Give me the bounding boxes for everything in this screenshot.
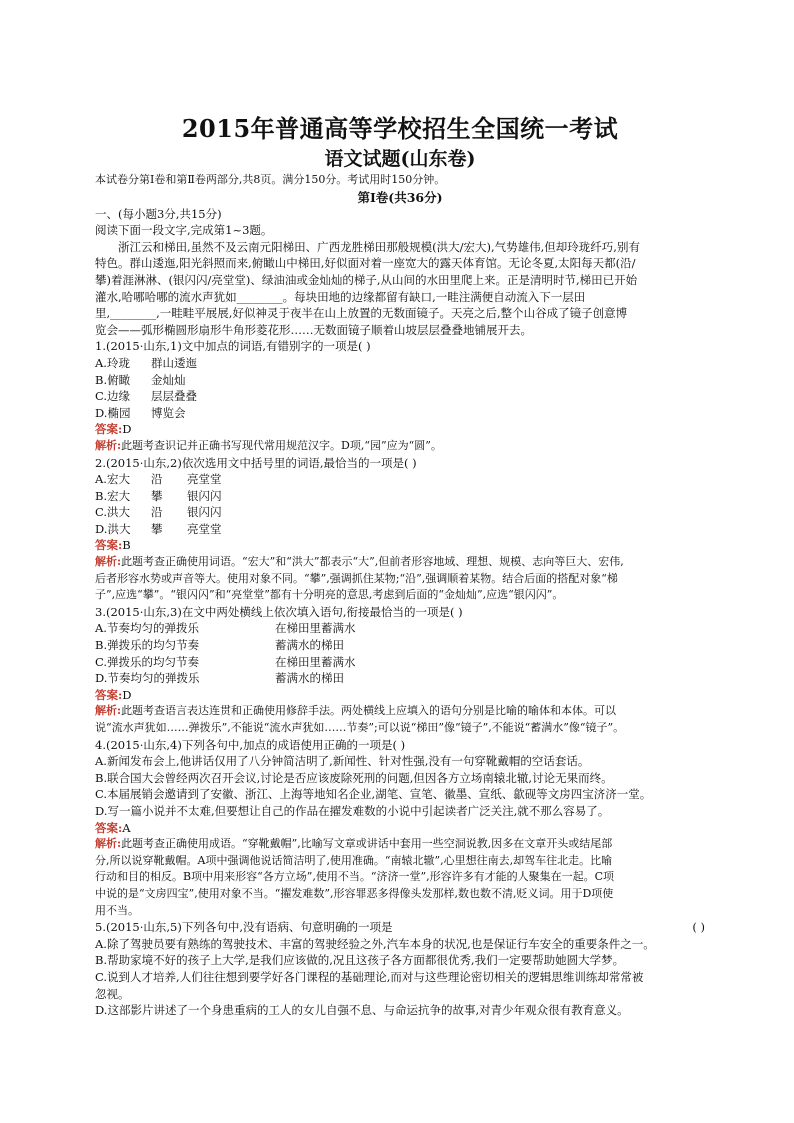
answer-line: 答案:D — [95, 687, 132, 702]
question-4 — [95, 737, 705, 920]
option-line: B.联合国大会曾经两次召开会议,讨论是否应该废除死刑的问题,但因各方立场南辕北辙,讨论无果而终。 — [95, 770, 613, 785]
option-row: B.宏大 攀 银闪闪 — [95, 488, 222, 503]
analysis-line: 子”,应选“攀”。“银闪闪”和“亮堂堂”都有十分明亮的意思,考虑到后面的“金灿灿”,应选“银闪闪”。 — [95, 588, 564, 602]
analysis-line: 解析:此题考查正确使用词语。“宏大”和“洪大”都表示“大”,但前者形容地域、理想、规模、志向等巨大、宏伟, — [95, 555, 624, 569]
answer-line: 答案:B — [95, 538, 131, 553]
option-row: D.椭园 博览会 — [95, 405, 186, 420]
option-line: C.本届展销会邀请到了安徽、浙江、上海等地知名企业,湖笔、宣笔、徽墨、宣纸、歙砚等文房四宝济济一堂。 — [95, 787, 652, 802]
answer-line: 答案:D — [95, 422, 132, 437]
analysis-line: 解析:此题考查正确使用成语。“穿靴戴帽”,比喻写文章或讲话中套用一些空洞说教,因多在文章开头或结尾部 — [95, 837, 613, 851]
option-row: A.宏大 沿 亮堂堂 — [95, 472, 222, 487]
exam-subtitle: 语文试题(山东卷) — [324, 148, 476, 170]
passage-line: 攀)着涯淋淋、(银闪闪/亮堂堂)、绿油油或金灿灿的梯子,从山间的水田里爬上来。正是清明时节,梯田已开始 — [95, 272, 638, 287]
question-stem: 5.(2015·山东,5)下列各句中,没有语病、句意明确的一项是 ( ) — [95, 920, 705, 935]
option-line: 忽视。 — [95, 986, 130, 1001]
passage-line: 里,________,一畦畦平展展,好似神灵于夜半在山上放置的无数面镜子。天亮之后,整个山谷成了镜子创意博 — [95, 306, 628, 321]
option-row: B.俯瞰 金灿灿 — [95, 372, 186, 387]
analysis-line: 分,所以说穿靴戴帽。A项中强调他说话简洁明了,使用准确。“南辕北辙”,心里想往南去,却驾车往北走。比喻 — [95, 853, 613, 867]
reading-passage — [95, 239, 705, 339]
analysis-line: 中说的是“文房四宝”,使用对象不当。“擢发难数”,形容罪恶多得像头发那样,数也数不清,贬义词。用于D项使 — [95, 886, 614, 900]
analysis-line: 后者形容水势或声音等大。使用对象不同。“攀”,强调抓住某物;“沿”,强调顺着某物。结合后面的搭配对象“梯 — [95, 571, 618, 585]
analysis-line: 解析:此题考查识记并正确书写现代常用规范汉字。D项,“园”应为“圆”。 — [95, 438, 442, 452]
option-row: C.弹拨乐的均匀节奏 在梯田里蓄满水 — [95, 654, 356, 669]
passage-line: 览会——弧形椭圆形扇形牛角形菱花形……无数面镜子顺着山坡层层叠叠地铺展开去。 — [95, 322, 532, 337]
option-line: C.说到人才培养,人们往往想到要学好各门课程的基础理论,而对与这些理论密切相关的逻辑思维训练却常常被 — [95, 969, 644, 984]
passage-line: 特色。群山逶迤,阳光斜照而来,俯瞰山中梯田,好似面对着一座宽大的露天体育馆。无论冬夏,太阳每天都(沿/ — [95, 256, 636, 271]
question-2 — [95, 455, 705, 604]
passage-line: 浙江云和梯田,虽然不及云南元阳梯田、广西龙胜梯田那般规模(洪大/宏大),气势雄伟,但却玲珑纤巧,别有 — [118, 239, 640, 254]
option-row: C.洪大 沿 银闪闪 — [95, 505, 222, 520]
part-heading: 一、(每小题3分,共15分) — [95, 206, 222, 221]
option-line: B.帮助家境不好的孩子上大学,是我们应该做的,况且这孩子各方面都很优秀,我们一定要帮助她圆大学梦。 — [95, 953, 625, 968]
answer-line: 答案:A — [95, 820, 131, 835]
exam-title: 2015年普通高等学校招生全国统一考试 — [181, 114, 619, 143]
option-row: D.洪大 攀 亮堂堂 — [95, 521, 222, 536]
option-row: D.节奏均匀的弹拨乐 蓄满水的梯田 — [95, 671, 344, 686]
analysis-line: 行动和目的相反。B项中用来形容“各方立场”,使用不当。“济济一堂”,形容许多有才能的人聚集在一起。C项 — [95, 870, 614, 884]
option-row: B.弹拨乐的均匀节奏 蓄满水的梯田 — [95, 638, 344, 653]
option-line: D.写一篇小说并不太难,但要想让自己的作品在擢发难数的小说中引起读者广泛关注,就不那么容易了。 — [95, 803, 610, 818]
question-stem: 4.(2015·山东,4)下列各句中,加点的成语使用正确的一项是( ) — [95, 737, 406, 752]
option-line: D.这部影片讲述了一个身患重病的工人的女儿自强不息、与命运抗争的故事,对青少年观众很有教育意义。 — [95, 1003, 629, 1018]
analysis-line: 用不当。 — [95, 903, 139, 917]
question-stem: 3.(2015·山东,3)在文中两处横线上依次填入语句,衔接最恰当的一项是( ) — [95, 604, 463, 619]
option-line: A.除了驾驶员要有熟练的驾驶技术、丰富的驾驶经验之外,汽车本身的状况,也是保证行车安全的重要条件之一。 — [95, 936, 655, 951]
passage-line: 灌水,哈哪哈哪的流水声犹如________。每块田地的边缘都留有缺口,一畦注满便自动流入下一层田 — [95, 289, 586, 304]
document-page — [95, 112, 705, 1019]
question-3 — [95, 604, 705, 737]
option-row: A.玲珑 群山逶迤 — [95, 355, 197, 370]
question-1 — [95, 338, 705, 454]
exam-intro: 本试卷分第Ⅰ卷和第Ⅱ卷两部分,共8页。满分150分。考试用时150分钟。 — [95, 173, 446, 186]
question-stem: 1.(2015·山东,1)文中加点的词语,有错别字的一项是( ) — [95, 339, 371, 354]
question-5 — [95, 919, 705, 1019]
section-heading: 第Ⅰ卷(共36分) — [357, 189, 443, 205]
analysis-line: 说“流水声犹如……弹拨乐”,不能说“流水声犹如……节奏”;可以说“梯田”像“镜子”,不能说“蓄满水”像“镜子”。 — [95, 721, 625, 734]
option-line: A.新闻发布会上,他讲话仅用了八分钟简洁明了,新闻性、针对性强,没有一句穿靴戴帽的空话套话。 — [95, 754, 590, 769]
option-row: A.节奏均匀的弹拨乐 在梯田里蓄满水 — [95, 621, 356, 636]
option-row: C.边缘 层层叠叠 — [95, 389, 197, 404]
question-stem: 2.(2015·山东,2)依次选用文中括号里的词语,最恰当的一项是( ) — [95, 455, 417, 470]
part-instruction: 阅读下面一段文字,完成第1~3题。 — [95, 223, 273, 238]
analysis-line: 解析:此题考查语言表达连贯和正确使用修辞手法。两处横线上应填入的语句分别是比喻的喻体和本体。可以 — [95, 704, 617, 718]
